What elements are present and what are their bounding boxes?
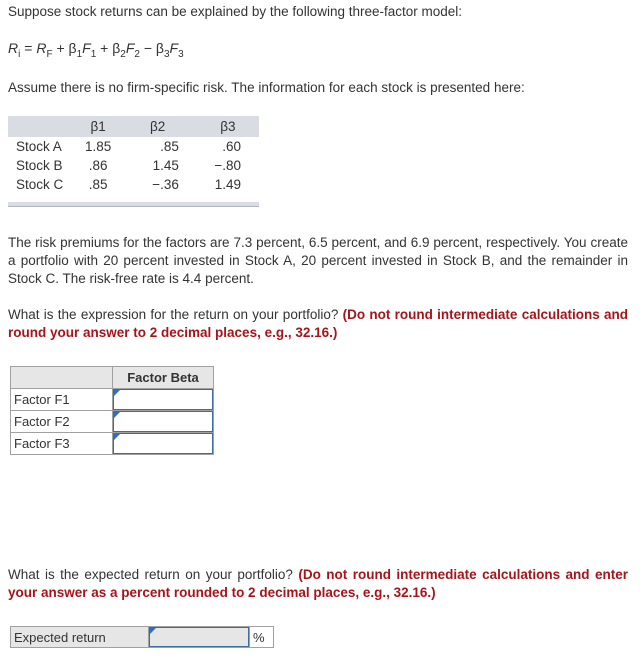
formula-term: + β bbox=[52, 40, 77, 56]
percent-unit: % bbox=[250, 627, 274, 648]
factor-beta-answer-table bbox=[10, 366, 214, 455]
table-row bbox=[8, 137, 259, 156]
formula-term: + β bbox=[96, 40, 121, 56]
question-instruction: (Do not round intermediate calculations and round your answer to 2 decimal places, e.g., 32.16.) bbox=[8, 307, 628, 340]
input-flag-icon bbox=[114, 412, 120, 418]
header-factor-beta: Factor Beta bbox=[113, 367, 214, 389]
table-row bbox=[11, 433, 214, 455]
table-row bbox=[11, 389, 214, 411]
question-expected-return bbox=[8, 566, 628, 602]
input-cell bbox=[113, 411, 214, 433]
beta-value: −.36 bbox=[152, 177, 179, 192]
table-row bbox=[8, 156, 259, 175]
input-cell bbox=[113, 389, 214, 411]
beta-value: 1.45 bbox=[152, 158, 179, 173]
factor-label: Factor F1 bbox=[11, 389, 113, 411]
expected-return-input[interactable] bbox=[149, 627, 249, 647]
header-blank bbox=[11, 367, 113, 389]
expected-return-answer bbox=[10, 626, 274, 648]
problem-paragraph: The risk premiums for the factors are 7.3 percent, 6.5 percent, and 6.9 percent, respectively. You create a portfolio with 20 percent invested in Stock A, 20 percent invested in Stock B, and the remainder in Stock C. The risk-free rate is 4.4 percent. bbox=[8, 235, 628, 286]
question-text: What is the expected return on your portfolio? bbox=[8, 567, 299, 582]
beta-value: −.80 bbox=[214, 158, 241, 173]
input-cell bbox=[113, 433, 214, 455]
header-beta3: β3 bbox=[197, 116, 259, 137]
formula-term: − β bbox=[139, 40, 164, 56]
beta-value: .60 bbox=[222, 139, 241, 154]
table-row bbox=[8, 175, 259, 194]
input-flag-icon bbox=[114, 434, 120, 440]
table-row bbox=[11, 411, 214, 433]
input-flag-icon bbox=[114, 390, 120, 396]
formula-sub: 1 bbox=[90, 48, 97, 60]
table-bottom-bar bbox=[8, 202, 259, 207]
beta-table-header bbox=[8, 116, 259, 137]
stock-name: Stock A bbox=[16, 139, 62, 154]
formula-factor: F bbox=[82, 40, 91, 56]
factor-label: Factor F2 bbox=[11, 411, 113, 433]
formula-rf: R bbox=[36, 40, 47, 56]
formula-factor: F bbox=[169, 40, 179, 56]
formula-factor: F bbox=[125, 40, 135, 56]
factor-f1-input[interactable] bbox=[113, 389, 213, 410]
factor-model-formula bbox=[8, 40, 184, 60]
stock-name: Stock C bbox=[16, 177, 64, 192]
factor-f2-input[interactable] bbox=[113, 411, 213, 432]
beta-value: .85 bbox=[88, 177, 108, 192]
expected-return-label: Expected return bbox=[11, 627, 149, 648]
question-portfolio-expression bbox=[8, 306, 628, 342]
input-cell bbox=[149, 627, 250, 648]
intro-text: Suppose stock returns can be explained by the following three-factor model: bbox=[8, 4, 463, 19]
table-row bbox=[11, 627, 274, 648]
stock-beta-table bbox=[8, 116, 259, 194]
formula-sub: 3 bbox=[178, 48, 184, 60]
formula-eq: = bbox=[20, 40, 37, 56]
beta-value: .85 bbox=[160, 139, 179, 154]
question-text: What is the expression for the return on your portfolio? bbox=[8, 307, 343, 322]
formula-sub: 2 bbox=[120, 48, 126, 60]
question-instruction: (Do not round intermediate calculations and enter your answer as a percent rounded to 2 decimal places, e.g., 32.16.) bbox=[8, 567, 628, 600]
stock-name: Stock B bbox=[16, 158, 63, 173]
formula-sub: i bbox=[18, 48, 21, 60]
formula-sub: 1 bbox=[76, 48, 83, 60]
formula-sub: 3 bbox=[163, 48, 170, 60]
beta-value: 1.85 bbox=[84, 139, 112, 154]
beta-value: .86 bbox=[88, 158, 108, 173]
beta-value: 1.49 bbox=[214, 177, 241, 192]
factor-f3-input[interactable] bbox=[113, 433, 213, 454]
formula-r: R bbox=[8, 40, 19, 56]
header-blank bbox=[8, 116, 78, 137]
header-beta2: β2 bbox=[118, 116, 196, 137]
factor-label: Factor F3 bbox=[11, 433, 113, 455]
header-beta1: β1 bbox=[78, 116, 119, 137]
factor-table-header bbox=[11, 367, 214, 389]
formula-sub: 2 bbox=[134, 48, 140, 60]
assumption-text: Assume there is no firm-specific risk. The information for each stock is presented here: bbox=[8, 80, 525, 95]
input-flag-icon bbox=[150, 628, 156, 634]
formula-sub: F bbox=[46, 48, 53, 60]
